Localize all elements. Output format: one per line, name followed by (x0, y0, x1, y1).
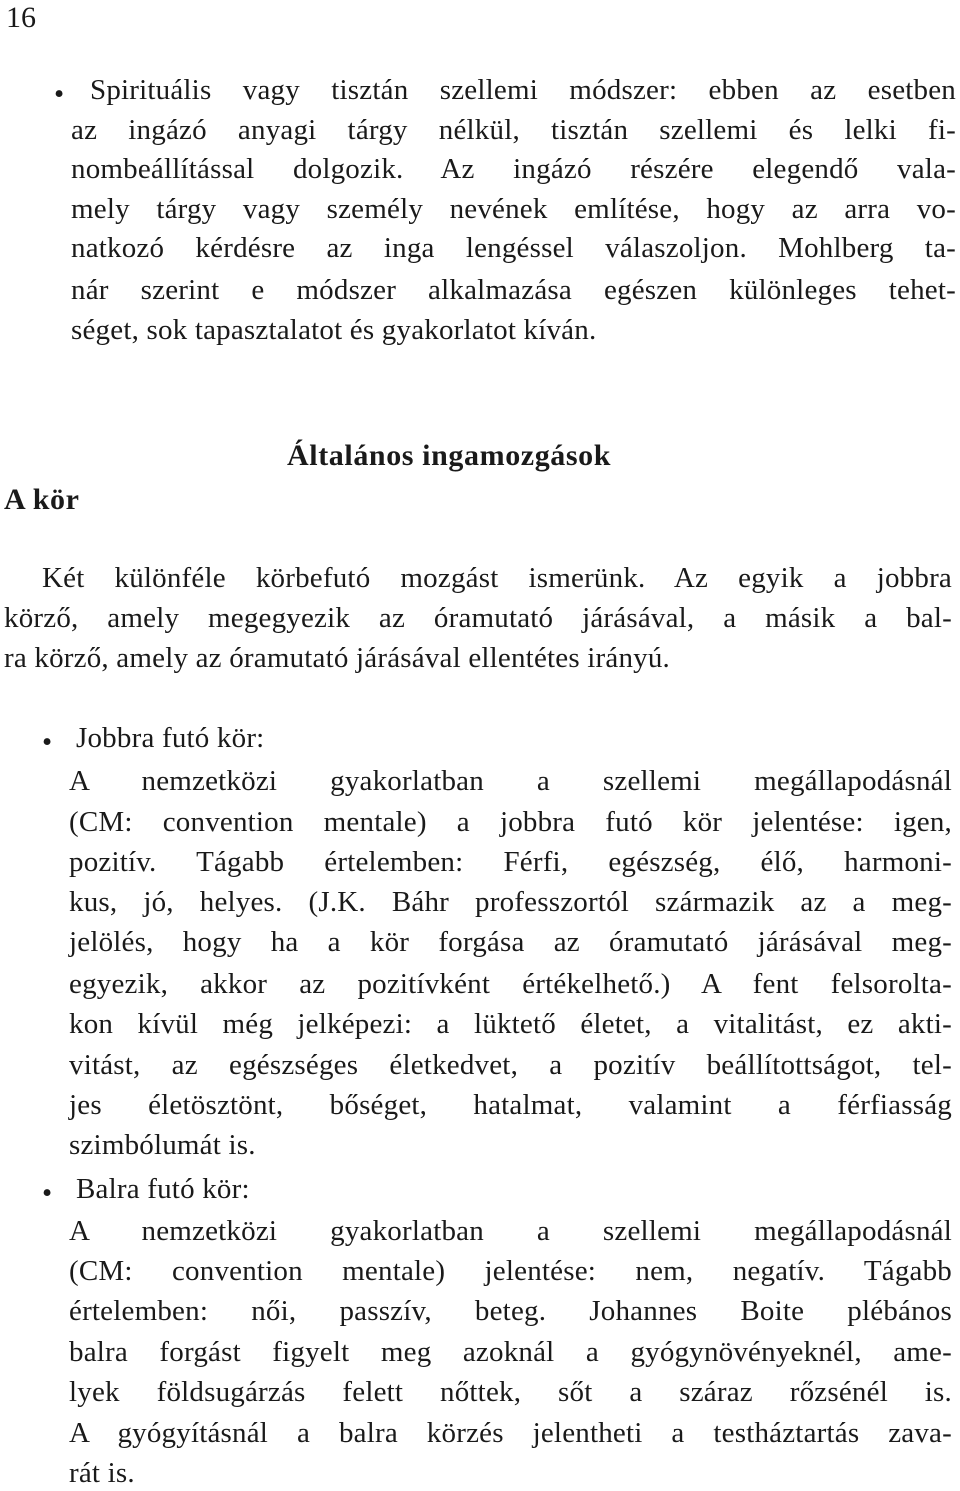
bullet-icon: • (42, 726, 53, 758)
text-line: az ingázó anyagi tárgy nélkül, tisztán szellemi és lelki fi- (71, 114, 956, 146)
text-line: (CM: convention mentale) jelentése: nem, negatív. Tágabb (69, 1255, 952, 1287)
text-line: vitást, az egészséges életkedvet, a pozitív beállítottságot, tel- (69, 1049, 952, 1081)
text-line: ra körző, amely az óramutató járásával ellentétes irányú. (4, 642, 671, 674)
text-line: nombeállítással dolgozik. Az ingázó részére elegendő vala- (71, 153, 956, 185)
text-line: jelölés, hogy ha a kör forgása az óramutató járásával meg- (69, 926, 952, 958)
chapter-label: A kör (4, 483, 80, 516)
list-item-title: Jobbra futó kör: (76, 722, 265, 754)
text-line: (CM: convention mentale) a jobbra futó kör jelentése: igen, (69, 806, 952, 838)
text-line: séget, sok tapasztalatot és gyakorlatot kíván. (71, 314, 597, 346)
text-line: egyezik, akkor az pozitívként értékelhető.) A fent felsorolta- (69, 968, 952, 1000)
text-line: szimbólumát is. (69, 1129, 256, 1161)
text-line: kus, jó, helyes. (J.K. Báhr professzortól származik az a meg- (69, 886, 952, 918)
text-line: nár szerint e módszer alkalmazása egészen különleges tehet- (71, 274, 956, 306)
text-line: lyek földsugárzás felett nőttek, sőt a száraz rőzsénél is. (69, 1376, 952, 1408)
text-line: Két különféle körbefutó mozgást ismerünk. Az egyik a jobbra (42, 562, 952, 594)
text-line: A nemzetközi gyakorlatban a szellemi megállapodásnál (69, 1215, 952, 1247)
page-number: 16 (6, 1, 36, 34)
text-line: balra forgást figyelt meg azoknál a gyógynövényeknél, ame- (69, 1336, 952, 1368)
list-item-title: Balra futó kör: (76, 1173, 250, 1205)
text-line: A gyógyításnál a balra körzés jelentheti a testháztartás zava- (69, 1417, 952, 1449)
bullet-icon: • (54, 78, 65, 110)
text-line: rát is. (69, 1457, 135, 1489)
text-line: értelemben: női, passzív, beteg. Johannes Boite plébános (69, 1295, 952, 1327)
text-line: kon kívül még jelképezi: a lüktető életet, a vitalitást, ez akti- (69, 1008, 952, 1040)
text-line: Spirituális vagy tisztán szellemi módszer: ebben az esetben (90, 74, 956, 106)
text-line: mely tárgy vagy személy nevének említése, hogy az arra vo- (71, 193, 956, 225)
section-heading: Általános ingamozgások (287, 439, 612, 472)
text-line: A nemzetközi gyakorlatban a szellemi megállapodásnál (69, 765, 952, 797)
bullet-icon: • (42, 1177, 53, 1209)
text-line: jes életösztönt, bőséget, hatalmat, valamint a férfiasság (69, 1089, 952, 1121)
text-line: pozitív. Tágabb értelemben: Férfi, egészség, élő, harmoni- (69, 846, 952, 878)
text-line: natkozó kérdésre az inga lengéssel válaszoljon. Mohlberg ta- (71, 232, 956, 264)
text-line: körző, amely megegyezik az óramutató járásával, a másik a bal- (4, 602, 952, 634)
